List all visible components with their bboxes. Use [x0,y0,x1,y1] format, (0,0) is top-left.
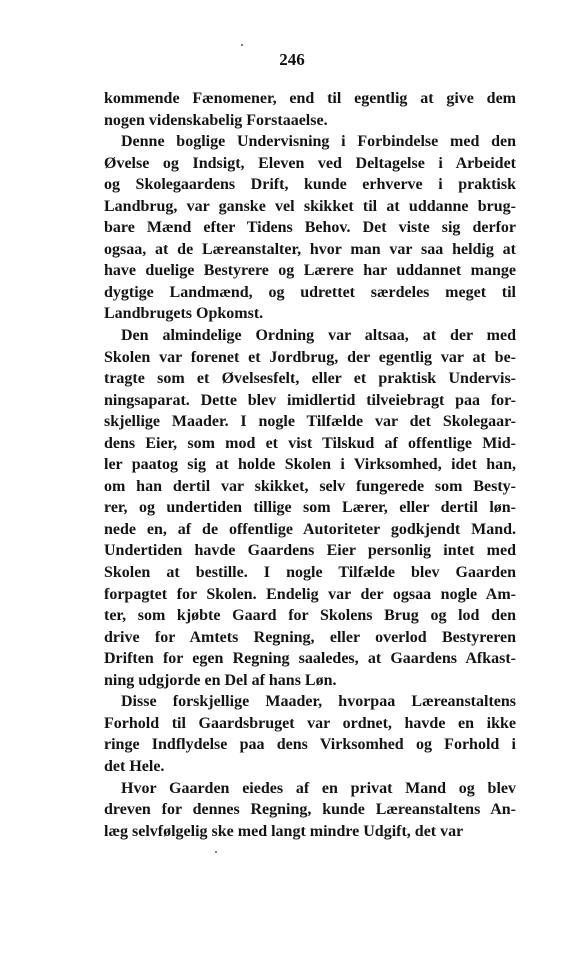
paragraph [104,325,516,691]
text-line: Skolen var forenet et Jordbrug, der egentlig var at be- [104,348,516,366]
text-line: forpagtet for Skolen. Endelig var der ogsaa nogle Am- [104,585,516,603]
ink-speck [215,851,217,853]
text-line: om han dertil var skikket, selv fungerede som Besty- [104,477,516,495]
text-line: ning udgjorde en Del af hans Løn. [104,671,337,689]
text-line: kommende Fænomener, end til egentlig at give dem [104,90,516,107]
text-line: Den almindelige Ordning var altsaa, at der med [121,327,516,345]
page-number: 246 [279,50,305,69]
text-line: ningsaparat. Dette blev imidlertid tilveiebragt paa for- [104,391,516,409]
paragraph [104,691,516,777]
text-line: Øvelse og Indsigt, Eleven ved Deltagelse i Arbeidet [104,154,516,172]
text-line: ogsaa, at de Læreanstalter, hvor man var saa heldig at [104,240,516,258]
text-line: Forhold til Gaardsbruget var ordnet, havde en ikke [104,714,516,732]
text-line: drive for Amtets Regning, eller overlod Bestyreren [104,628,516,646]
text-line: Undertiden havde Gaardens Eier personlig intet med [104,542,516,560]
text-line: ter, som kjøbte Gaard for Skolens Brug og lod den [104,607,516,625]
text-line: nede en, af de offentlige Autoriteter godkjendt Mand. [104,520,516,538]
text-line: rer, og undertiden tillige som Lærer, eller dertil løn- [104,499,516,517]
paragraph [104,778,516,843]
text-line: nogen videnskabelig Forstaaelse. [104,111,328,129]
text-line: Denne boglige Undervisning i Forbindelse med den [121,133,516,151]
text-line: og Skolegaardens Drift, kunde erhverve i praktisk [104,176,516,194]
text-line: skjellige Maader. I nogle Tilfælde var det Skolegaar- [104,413,516,431]
text-line: Landbrugets Opkomst. [104,305,264,323]
body-text [104,88,516,842]
text-line: have duelige Bestyrere og Lærere har uddannet mange [104,262,516,280]
paragraph [104,131,516,325]
text-line: bare Mænd efter Tidens Behov. Det viste sig derfor [104,219,516,237]
text-line: Hvor Gaarden eiedes af en privat Mand og blev [121,779,516,797]
text-line: Disse forskjellige Maader, hvorpaa Læreanstaltens [121,693,516,711]
text-line: tragte som et Øvelsesfelt, eller et praktisk Undervis- [104,370,516,388]
text-line: Landbrug, var ganske vel skikket til at uddanne brug- [104,197,516,215]
text-line: det Hele. [104,757,165,775]
text-line: læg selvfølgelig ske med langt mindre Udgift, det var [104,822,464,840]
text-line: ringe Indflydelse paa dens Virksomhed og Forhold i [104,736,516,754]
text-line: dens Eier, som mod et vist Tilskud af offentlige Mid- [104,434,516,452]
paragraph [104,88,516,131]
text-line: Driften for egen Regning saaledes, at Gaardens Afkast- [104,650,516,668]
text-line: Skolen at bestille. I nogle Tilfælde blev Gaarden [104,564,516,582]
text-line: dygtige Landmænd, og udrettet særdeles meget til [104,283,516,301]
ink-speck [241,44,243,46]
text-line: dreven for dennes Regning, kunde Læreanstaltens An- [104,801,516,819]
text-line: ler paatog sig at holde Skolen i Virksomhed, idet han, [104,456,516,474]
